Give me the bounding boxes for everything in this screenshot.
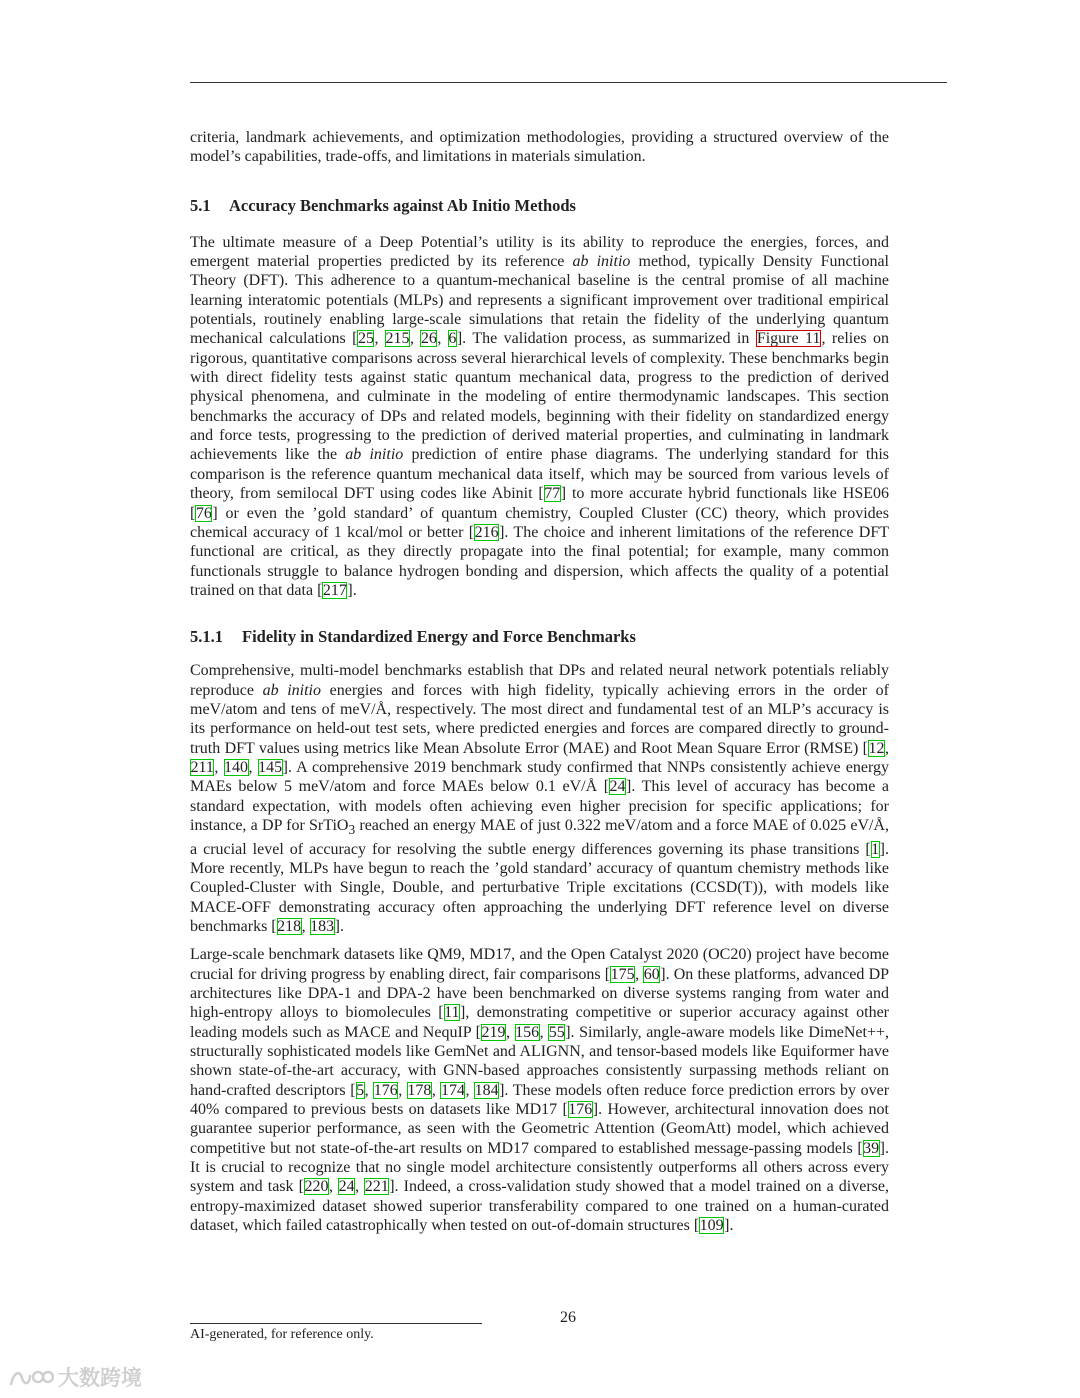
citation-link[interactable]: 11 xyxy=(444,1004,460,1022)
citation-link[interactable]: 183 xyxy=(310,917,335,935)
figure-reference-link[interactable]: Figure 11 xyxy=(756,330,821,348)
footnote-rule xyxy=(190,1323,482,1324)
citation-link[interactable]: 211 xyxy=(190,758,214,776)
citation-link[interactable]: 174 xyxy=(440,1081,465,1099)
citation-link[interactable]: 24 xyxy=(338,1178,355,1196)
section-number: 5.1 xyxy=(190,195,211,215)
citation-link[interactable]: 176 xyxy=(568,1100,593,1118)
citation-link[interactable]: 1 xyxy=(871,840,880,858)
citation-link[interactable]: 145 xyxy=(258,758,283,776)
citation-link[interactable]: 140 xyxy=(224,758,249,776)
section-heading-5-1 xyxy=(190,196,889,216)
section-5-1-paragraph: The ultimate measure of a Deep Potential’s utility is its ability to reproduce the energies, forces, and emergent material properties predicted by its reference ab initio method, typically Density Functional Theory (DFT). This adherence to a quantum-mechanical baseline is the central promise of all machine learning interatomic potentials (MLPs) and represents a significant improvement over traditional empirical potentials, routinely enabling large-scale simulations that retain the fidelity of the underlying quantum mechanical calculations [25, 215, 26, 6]. The validation process, as summarized in Figure 11, relies on rigorous, quantitative comparisons across several hierarchical levels of complexity. These benchmarks begin with direct fidelity tests against static quantum mechanical data, progress to the prediction of derived physical phenomena, and culminate in the modeling of entire thermodynamic landscapes. This section benchmarks the accuracy of DPs and related models, beginning with their fidelity on standardized energy and force tests, progressing to the prediction of derived material properties, and culminating in landmark achievements like the ab initio prediction of entire phase diagrams. The underlying standard for this comparison is the reference quantum mechanical data itself, which may be sourced from various levels of theory, from semilocal DFT using codes like Abinit [77] to more accurate hybrid functionals like HSE06 [76] or even the ’gold standard’ of quantum chemistry, Coupled Cluster (CC) theory, which provides chemical accuracy of 1 kcal/mol or better [216]. The choice and inherent limitations of the reference DFT functional are critical, as they directly propagate into the final potential; for example, many common functionals struggle to balance hydrogen bonding and dispersion, which affects the quality of a potential trained on that data [217]. xyxy=(190,233,890,599)
citation-link[interactable]: 55 xyxy=(548,1023,565,1041)
intro-paragraph: criteria, landmark achievements, and optimization methodologies, providing a structured overview of the model’s capabilities, trade-offs, and limitations in materials simulation. xyxy=(190,129,889,166)
citation-link[interactable]: 6 xyxy=(448,330,457,348)
citation-link[interactable]: 219 xyxy=(481,1023,506,1041)
citation-link[interactable]: 178 xyxy=(407,1081,432,1099)
section-5-1-1-paragraph-1: Comprehensive, multi-model benchmarks establish that DPs and related neural network potentials reliably reproduce ab initio energies and forces with high fidelity, typically achieving errors in the order of meV/atom and tens of meV/Å, respectively. The most direct and fundamental test of an MLP’s accuracy is its performance on held-out test sets, where predicted energies and forces are compared directly to ground-truth DFT values using metrics like Mean Absolute Error (MAE) and Root Mean Square Error (RMSE) [12, 211, 140, 145]. A comprehensive 2019 benchmark study confirmed that NNPs consistently achieve energy MAEs below 5 meV/atom and force MAEs below 0.1 eV/Å [24]. This level of accuracy has become a standard expectation, with models often achieving even higher precision for specific applications; for instance, a DP for SrTiO$_3$ reached an energy MAE of just 0.322 meV/atom and a force MAE of 0.025 eV/Å, a crucial level of accuracy for resolving the subtle energy differences governing its phase transitions [1]. More recently, MLPs have begun to reach the ’gold standard’ accuracy of quantum chemistry methods like Coupled-Cluster with Single, Double, and perturbative Triple excitations (CCSD(T)), with models like MACE-OFF demonstrating accuracy often approaching the underlying DFT reference level on diverse benchmarks [218, 183]. xyxy=(190,662,890,935)
citation-link[interactable]: 184 xyxy=(474,1081,499,1099)
watermark-text: 大数跨境 xyxy=(58,1366,142,1390)
citation-link[interactable]: 39 xyxy=(863,1139,880,1157)
header-rule xyxy=(190,82,947,83)
citation-link[interactable]: 220 xyxy=(304,1178,329,1196)
citation-link[interactable]: 60 xyxy=(643,965,660,983)
watermark xyxy=(8,1364,142,1390)
citation-link[interactable]: 216 xyxy=(474,523,499,541)
page-body xyxy=(190,128,889,1235)
page-number: 26 xyxy=(560,1309,576,1326)
citation-link[interactable]: 217 xyxy=(322,581,347,599)
section-title: Accuracy Benchmarks against Ab Initio Methods xyxy=(229,195,576,215)
citation-link[interactable]: 24 xyxy=(609,778,626,796)
citation-link[interactable]: 156 xyxy=(515,1023,540,1041)
citation-link[interactable]: 175 xyxy=(610,965,635,983)
citation-link[interactable]: 5 xyxy=(356,1081,365,1099)
brand-logo-icon xyxy=(8,1364,54,1390)
citation-link[interactable]: 221 xyxy=(364,1178,389,1196)
citation-link[interactable]: 109 xyxy=(699,1217,724,1235)
section-5-1-1-paragraph-2: Large-scale benchmark datasets like QM9, MD17, and the Open Catalyst 2020 (OC20) project have become crucial for driving progress by enabling direct, fair comparisons [175, 60]. On these platforms, advanced DP architectures like DPA-1 and DPA-2 have been benchmarked on diverse systems ranging from water and high-entropy alloys to biomolecules [11], demonstrating competitive or superior accuracy against other leading models such as MACE and NequIP [219, 156, 55]. Similarly, angle-aware models like DimeNet++, structurally sophisticated models like GemNet and ALIGNN, and tensor-based models like Equiformer have shown state-of-the-art accuracy, with GNN-based approaches consistently surpassing methods reliant on hand-crafted descriptors [5, 176, 178, 174, 184]. These models often reduce force prediction errors by over 40% compared to previous bests on datasets like MD17 [176]. However, architectural innovation does not guarantee superior performance, as seen with the Geometric Attention (GeomAtt) model, which achieved competitive but not state-of-the-art results on MD17 compared to established message-passing models [39]. It is crucial to recognize that no single model architecture consistently outperforms all others across every system and task [220, 24, 221]. Indeed, a cross-validation study showed that a model trained on a diverse, entropy-maximized dataset showed superior transferability compared to one trained on a human-curated dataset, which failed catastrophically when tested on out-of-domain structures [109]. xyxy=(190,946,890,1235)
citation-link[interactable]: 218 xyxy=(277,917,302,935)
section-number: 5.1.1 xyxy=(190,627,223,647)
citation-link[interactable]: 26 xyxy=(420,330,437,348)
section-title: Fidelity in Standardized Energy and Force Benchmarks xyxy=(242,627,636,647)
footnote: AI-generated, for reference only. xyxy=(190,1327,374,1342)
citation-link[interactable]: 76 xyxy=(195,504,212,522)
citation-link[interactable]: 12 xyxy=(868,739,885,757)
citation-link[interactable]: 176 xyxy=(373,1081,398,1099)
section-heading-5-1-1 xyxy=(190,627,889,647)
citation-link[interactable]: 25 xyxy=(357,330,374,348)
citation-link[interactable]: 77 xyxy=(544,485,561,503)
citation-link[interactable]: 215 xyxy=(385,330,410,348)
